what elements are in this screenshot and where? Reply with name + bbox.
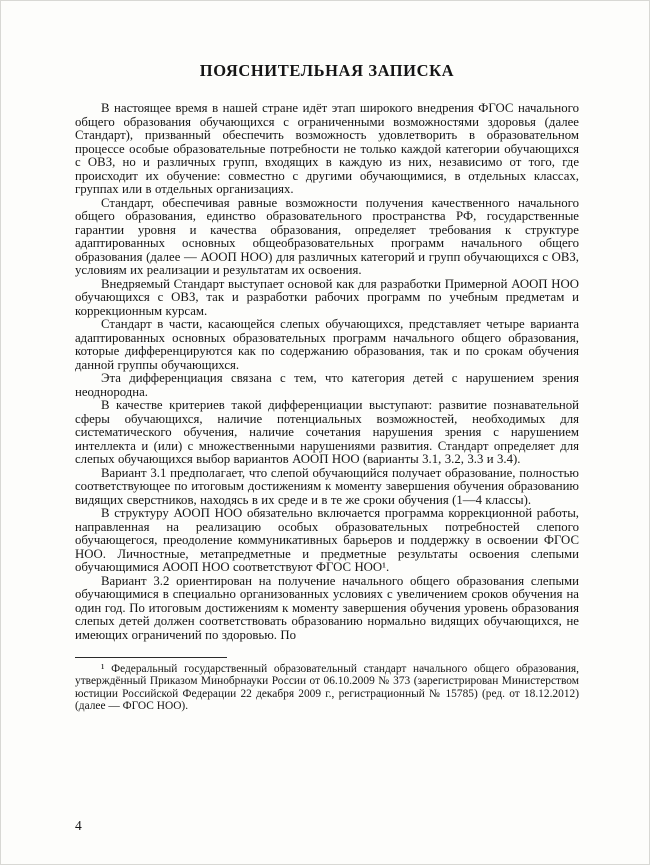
page-title: ПОЯСНИТЕЛЬНАЯ ЗАПИСКА [199,61,455,80]
footnote-separator [75,657,227,658]
paragraph-2: Стандарт, обеспечивая равные возможности получения качественного начального общего образования, единство образовательного пространства РФ, государственные гарантии уровня и качества образования, определяет требования к структуре адаптированных основных общеобразовательных программ начального общего образования (далее — АООП НОО) для различных категорий и групп обучающихся с ОВЗ, условиям их реализации и результатам их освоения. [75,195,579,277]
paragraph-4: Стандарт в части, касающейся слепых обучающихся, представляет четыре варианта адаптированных основных образовательных программ начального общего образования, которые дифференцируются как по содержанию образования, так и по срокам обучения данной группы обучающихся. [75,317,579,372]
body-text [75,102,579,642]
paragraph-1: В настоящее время в нашей стране идёт этап широкого внедрения ФГОС начального общего образования обучающихся с ограниченными возможностями здоровья (далее Стандарт), призванный обеспечить возможность удовлетворить в образовательном процессе особые образовательные потребности не только каждой категории обучающихся с ОВЗ, но и различных групп, входящих в каждую из них, независимо от того, где происходит их обучение: совместно с другими обучающимися, в отдельных классах, группах или в отдельных организациях. [75,101,579,196]
page-number: 4 [75,818,82,833]
paragraph-9: Вариант 3.2 ориентирован на получение начального общего образования слепыми обучающимися в специально организованных условиях с увеличением сроков обучения на один год. По итоговым достижениям к моменту завершения обучения уровень образования слепых детей должен соответствовать образованию нормально видящих обучающихся, не имеющих ограничений по здоровью. По [75,573,579,642]
paragraph-6: В качестве критериев такой дифференциации выступают: развитие познавательной сферы обучающихся, наличие потенциальных возможностей, необходимых для систематического обучения, наличие сочетания нарушения зрения с нарушением интеллекта и (или) с множественными нарушениями развития. Стандарт определяет для слепых обучающихся выбор вариантов АООП НОО (варианты 3.1, 3.2, 3.3 и 3.4). [75,398,579,466]
paragraph-7: Вариант 3.1 предполагает, что слепой обучающийся получает образование, полностью соответствующее по итоговым достижениям к моменту завершения обучения образованию видящих сверстников, находясь в их среде и в те же сроки обучения (1—4 классы). [75,465,579,507]
footnote-block [75,657,579,713]
paragraph-5: Эта дифференциация связана с тем, что категория детей с нарушением зрения неоднородна. [75,371,579,399]
paragraph-3: Внедряемый Стандарт выступает основой как для разработки Примерной АООП НОО обучающихся с ОВЗ, так и разработки рабочих программ по учебным предметам и коррекционным курсам. [75,276,579,318]
paragraph-8: В структуру АООП НОО обязательно включается программа коррекционной работы, направленная на реализацию особых образовательных потребностей слепого обучающегося, преодоление коммуникативных барьеров и поддержку в освоении ФГОС НОО. Личностные, метапредметные и предметные результаты освоения слепыми обучающимися АООП НОО соответствуют ФГОС НОО¹. [75,506,579,574]
footnote: ¹ Федеральный государственный образовательный стандарт начального общего образования, утверждённый Приказом Минобрнауки России от 06.10.2009 № 373 (зарегистрирован Министерством юстиции Российской Федерации 22 декабря 2009 г., регистрационный № 15785) (ред. от 18.12.2012) (далее — ФГОС НОО). [75,663,579,713]
